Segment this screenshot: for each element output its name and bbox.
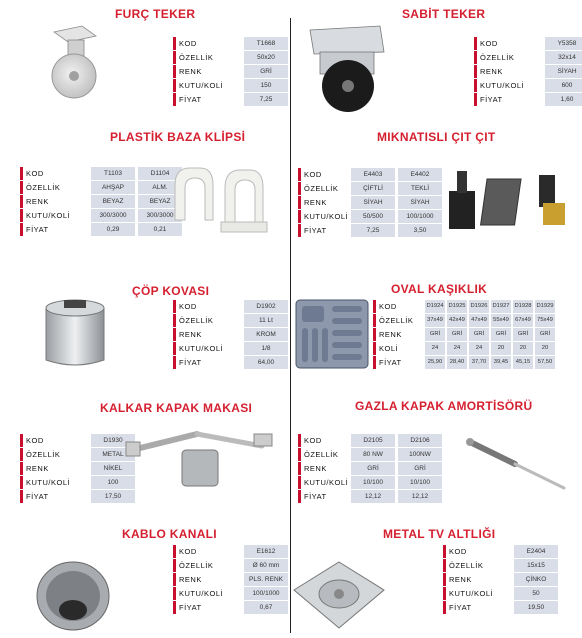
spec-label: KUTU/KOLİ	[477, 79, 542, 92]
spec-label: KOD	[301, 168, 348, 181]
spec-value: 20	[513, 342, 533, 355]
spec-row	[173, 545, 288, 559]
spec-row	[474, 93, 582, 107]
spec-value: GRİ	[535, 328, 555, 341]
spec-label: KUTU/KOLİ	[176, 342, 241, 355]
spec-value: GRİ	[469, 328, 489, 341]
spec-value: 1,60	[545, 93, 582, 106]
spec-value: 10/100	[398, 476, 442, 489]
spec-row	[298, 196, 442, 210]
spec-value: 0,21	[138, 223, 182, 236]
spec-row	[20, 490, 135, 504]
spec-value: 57,50	[535, 356, 555, 369]
spec-row	[298, 476, 442, 490]
spec-value: 50x20	[244, 51, 288, 64]
plastic-clip-image	[165, 160, 275, 240]
spec-value: D1924	[425, 300, 445, 313]
spec-row	[298, 462, 442, 476]
spec-label: KUTU/KOLİ	[446, 587, 511, 600]
spec-value: 0,29	[91, 223, 135, 236]
lid-stay-image	[122, 420, 282, 495]
spec-value: 20	[491, 342, 511, 355]
spec-row	[298, 448, 442, 462]
spec-table-metal-tv	[443, 545, 558, 615]
spec-label: RENK	[23, 462, 88, 475]
spec-row	[373, 356, 555, 370]
spec-value: D1927	[491, 300, 511, 313]
title-plastik-baza: PLASTİK BAZA KLİPSİ	[110, 130, 246, 144]
spec-value: KROM	[244, 328, 288, 341]
spec-row	[173, 314, 288, 328]
spec-label: KOD	[23, 434, 88, 447]
spec-table-kalkar-kapak	[20, 434, 135, 504]
spec-row	[20, 476, 135, 490]
spec-label: KUTU/KOLİ	[301, 210, 348, 223]
spec-label: FİYAT	[301, 490, 348, 503]
spec-value: GRİ	[513, 328, 533, 341]
title-furc-teker: FURÇ TEKER	[115, 7, 196, 21]
spec-value: 45,15	[513, 356, 533, 369]
spec-value: Ø 60 mm	[244, 559, 288, 572]
spec-value: D1930	[91, 434, 135, 447]
spec-label: RENK	[301, 196, 348, 209]
spec-value: E4402	[398, 168, 442, 181]
spec-label: RENK	[176, 573, 241, 586]
spec-table-furc-teker	[173, 37, 288, 107]
spec-value: SİYAH	[351, 196, 395, 209]
spec-value: GRİ	[351, 462, 395, 475]
cutlery-tray-image	[294, 298, 370, 370]
spec-row	[173, 342, 288, 356]
spec-row	[20, 462, 135, 476]
spec-value: 64,00	[244, 356, 288, 369]
spec-value: D2105	[351, 434, 395, 447]
spec-value: 42x49	[447, 314, 467, 327]
spec-row	[173, 328, 288, 342]
spec-row	[173, 51, 288, 65]
tv-turntable-image	[292, 560, 386, 630]
spec-value: 12,12	[398, 490, 442, 503]
spec-row	[373, 328, 555, 342]
spec-label: FİYAT	[446, 601, 511, 614]
spec-value: 25,90	[425, 356, 445, 369]
spec-label: ÖZELLİK	[301, 448, 348, 461]
spec-row	[173, 601, 288, 615]
spec-label: KUTU/KOLİ	[23, 476, 88, 489]
spec-value: 600	[545, 79, 582, 92]
spec-row	[173, 356, 288, 370]
spec-row	[173, 65, 288, 79]
spec-row	[373, 300, 555, 314]
spec-row	[20, 209, 182, 223]
spec-label: KOD	[477, 37, 542, 50]
title-kalkar-kapak: KALKAR KAPAK MAKASI	[100, 401, 253, 415]
spec-value: 50/500	[351, 210, 395, 223]
spec-value: 15x15	[514, 559, 558, 572]
spec-row	[173, 573, 288, 587]
spec-value: 12,12	[351, 490, 395, 503]
spec-table-sabit-teker	[474, 37, 582, 107]
spec-row	[173, 559, 288, 573]
spec-value: BEYAZ	[138, 195, 182, 208]
spec-label: RENK	[376, 328, 423, 341]
spec-row	[474, 37, 582, 51]
swivel-caster-image	[44, 24, 108, 102]
spec-value: GRİ	[447, 328, 467, 341]
title-kablo-kanali: KABLO KANALI	[122, 527, 217, 541]
title-gazla-kapak: GAZLA KAPAK AMORTİSÖRÜ	[355, 399, 533, 413]
spec-value: 11 Lt	[244, 314, 288, 327]
spec-table-cop-kovasi	[173, 300, 288, 370]
spec-value: 19,50	[514, 601, 558, 614]
spec-value: ÇİFTLİ	[351, 182, 395, 195]
spec-label: RENK	[176, 65, 241, 78]
spec-value: D1104	[138, 167, 182, 180]
spec-value: 24	[447, 342, 467, 355]
spec-value: 50	[514, 587, 558, 600]
spec-row	[173, 37, 288, 51]
spec-label: FİYAT	[23, 490, 88, 503]
title-oval-kasiklik: OVAL KAŞIKLIK	[391, 282, 488, 296]
spec-value: 55x49	[491, 314, 511, 327]
spec-value: GRİ	[425, 328, 445, 341]
spec-label: FİYAT	[376, 356, 423, 369]
spec-label: KOD	[23, 167, 88, 180]
spec-table-kablo-kanali	[173, 545, 288, 615]
spec-value: 20	[535, 342, 555, 355]
spec-value: PLS. RENK	[244, 573, 288, 586]
spec-value: 37x49	[425, 314, 445, 327]
spec-label: ÖZELLİK	[376, 314, 423, 327]
spec-value: SİYAH	[398, 196, 442, 209]
spec-label: RENK	[176, 328, 241, 341]
spec-value: 47x49	[469, 314, 489, 327]
spec-label: KUTU/KOLİ	[176, 79, 241, 92]
spec-table-gazla-kapak	[298, 434, 442, 504]
spec-label: KOLİ	[376, 342, 423, 355]
spec-label: KOD	[176, 545, 241, 558]
spec-value: 24	[425, 342, 445, 355]
spec-value: SİYAH	[545, 65, 582, 78]
spec-value: 37,70	[469, 356, 489, 369]
spec-table-oval-kasiklik	[373, 300, 555, 370]
spec-label: RENK	[301, 462, 348, 475]
spec-value: 32x14	[545, 51, 582, 64]
spec-value: 17,50	[91, 490, 135, 503]
spec-row	[443, 587, 558, 601]
spec-label: KUTU/KOLİ	[176, 587, 241, 600]
spec-row	[20, 223, 182, 237]
spec-label: KOD	[176, 300, 241, 313]
spec-value: BEYAZ	[91, 195, 135, 208]
spec-label: ÖZELLİK	[446, 559, 511, 572]
spec-value: GRİ	[491, 328, 511, 341]
spec-label: ÖZELLİK	[23, 448, 88, 461]
spec-label: KOD	[446, 545, 511, 558]
spec-label: FİYAT	[301, 224, 348, 237]
spec-row	[298, 224, 442, 238]
spec-value: ÇİNKO	[514, 573, 558, 586]
spec-value: D1926	[469, 300, 489, 313]
gas-spring-image	[460, 434, 575, 494]
spec-value: GRİ	[244, 65, 288, 78]
spec-value: T1668	[244, 37, 288, 50]
title-cop-kovasi: ÇÖP KOVASI	[132, 284, 210, 298]
spec-label: FİYAT	[176, 601, 241, 614]
spec-value: 0,67	[244, 601, 288, 614]
center-divider	[290, 18, 291, 633]
spec-value: E2404	[514, 545, 558, 558]
spec-value: 39,45	[491, 356, 511, 369]
spec-label: FİYAT	[477, 93, 542, 106]
spec-label: ÖZELLİK	[477, 51, 542, 64]
spec-value: 10/100	[351, 476, 395, 489]
spec-value: 100/1000	[398, 210, 442, 223]
spec-row	[443, 559, 558, 573]
spec-value: 28,40	[447, 356, 467, 369]
spec-value: 1/8	[244, 342, 288, 355]
spec-label: FİYAT	[176, 356, 241, 369]
spec-row	[474, 51, 582, 65]
spec-label: ÖZELLİK	[301, 182, 348, 195]
spec-label: FİYAT	[176, 93, 241, 106]
spec-value: 7,25	[244, 93, 288, 106]
spec-value: Y5358	[545, 37, 582, 50]
spec-value: METAL	[91, 448, 135, 461]
spec-table-plastik-baza	[20, 167, 182, 237]
spec-value: 150	[244, 79, 288, 92]
spec-label: KUTU/KOLİ	[301, 476, 348, 489]
spec-value: D1902	[244, 300, 288, 313]
spec-row	[298, 168, 442, 182]
fixed-caster-image	[306, 24, 388, 114]
spec-value: E1612	[244, 545, 288, 558]
spec-label: KOD	[376, 300, 423, 313]
spec-value: E4403	[351, 168, 395, 181]
spec-value: 75x49	[535, 314, 555, 327]
spec-value: T1103	[91, 167, 135, 180]
spec-value: 300/3000	[91, 209, 135, 222]
spec-value: 100NW	[398, 448, 442, 461]
spec-label: KUTU/KOLİ	[23, 209, 88, 222]
spec-table-miknatisli	[298, 168, 442, 238]
spec-value: 300/3000	[138, 209, 182, 222]
title-sabit-teker: SABİT TEKER	[402, 7, 486, 21]
spec-row	[373, 314, 555, 328]
spec-row	[20, 448, 135, 462]
spec-label: RENK	[446, 573, 511, 586]
cable-grommet-image	[34, 552, 112, 634]
spec-label: KOD	[301, 434, 348, 447]
spec-label: RENK	[23, 195, 88, 208]
spec-row	[474, 65, 582, 79]
spec-value: D1929	[535, 300, 555, 313]
spec-label: FİYAT	[23, 223, 88, 236]
spec-value: 3,50	[398, 224, 442, 237]
spec-row	[298, 210, 442, 224]
spec-row	[173, 300, 288, 314]
title-metal-tv: METAL TV ALTLIĞI	[383, 527, 496, 541]
spec-value: D1925	[447, 300, 467, 313]
spec-row	[373, 342, 555, 356]
spec-value: 67x49	[513, 314, 533, 327]
spec-row	[173, 79, 288, 93]
spec-label: ÖZELLİK	[176, 559, 241, 572]
trash-bin-image	[42, 290, 108, 368]
spec-row	[443, 573, 558, 587]
spec-value: 24	[469, 342, 489, 355]
spec-row	[298, 182, 442, 196]
magnetic-catch-image	[443, 165, 575, 237]
spec-value: 100	[91, 476, 135, 489]
spec-value: TEKLİ	[398, 182, 442, 195]
spec-value: ALM.	[138, 181, 182, 194]
spec-row	[173, 93, 288, 107]
spec-value: 7,25	[351, 224, 395, 237]
spec-row	[474, 79, 582, 93]
spec-row	[20, 434, 135, 448]
spec-value: 80 NW	[351, 448, 395, 461]
spec-label: ÖZELLİK	[176, 51, 241, 64]
spec-value: D2106	[398, 434, 442, 447]
spec-row	[298, 490, 442, 504]
spec-value: D1928	[513, 300, 533, 313]
spec-label: ÖZELLİK	[23, 181, 88, 194]
spec-value: NİKEL	[91, 462, 135, 475]
spec-row	[20, 195, 182, 209]
spec-label: KOD	[176, 37, 241, 50]
spec-value: 100/1000	[244, 587, 288, 600]
spec-row	[20, 181, 182, 195]
title-miknatisli: MIKNATISLI ÇIT ÇIT	[377, 130, 496, 144]
spec-row	[20, 167, 182, 181]
spec-row	[443, 601, 558, 615]
spec-row	[173, 587, 288, 601]
spec-label: ÖZELLİK	[176, 314, 241, 327]
spec-label: RENK	[477, 65, 542, 78]
spec-row	[443, 545, 558, 559]
spec-value: AHŞAP	[91, 181, 135, 194]
spec-row	[298, 434, 442, 448]
spec-value: GRİ	[398, 462, 442, 475]
